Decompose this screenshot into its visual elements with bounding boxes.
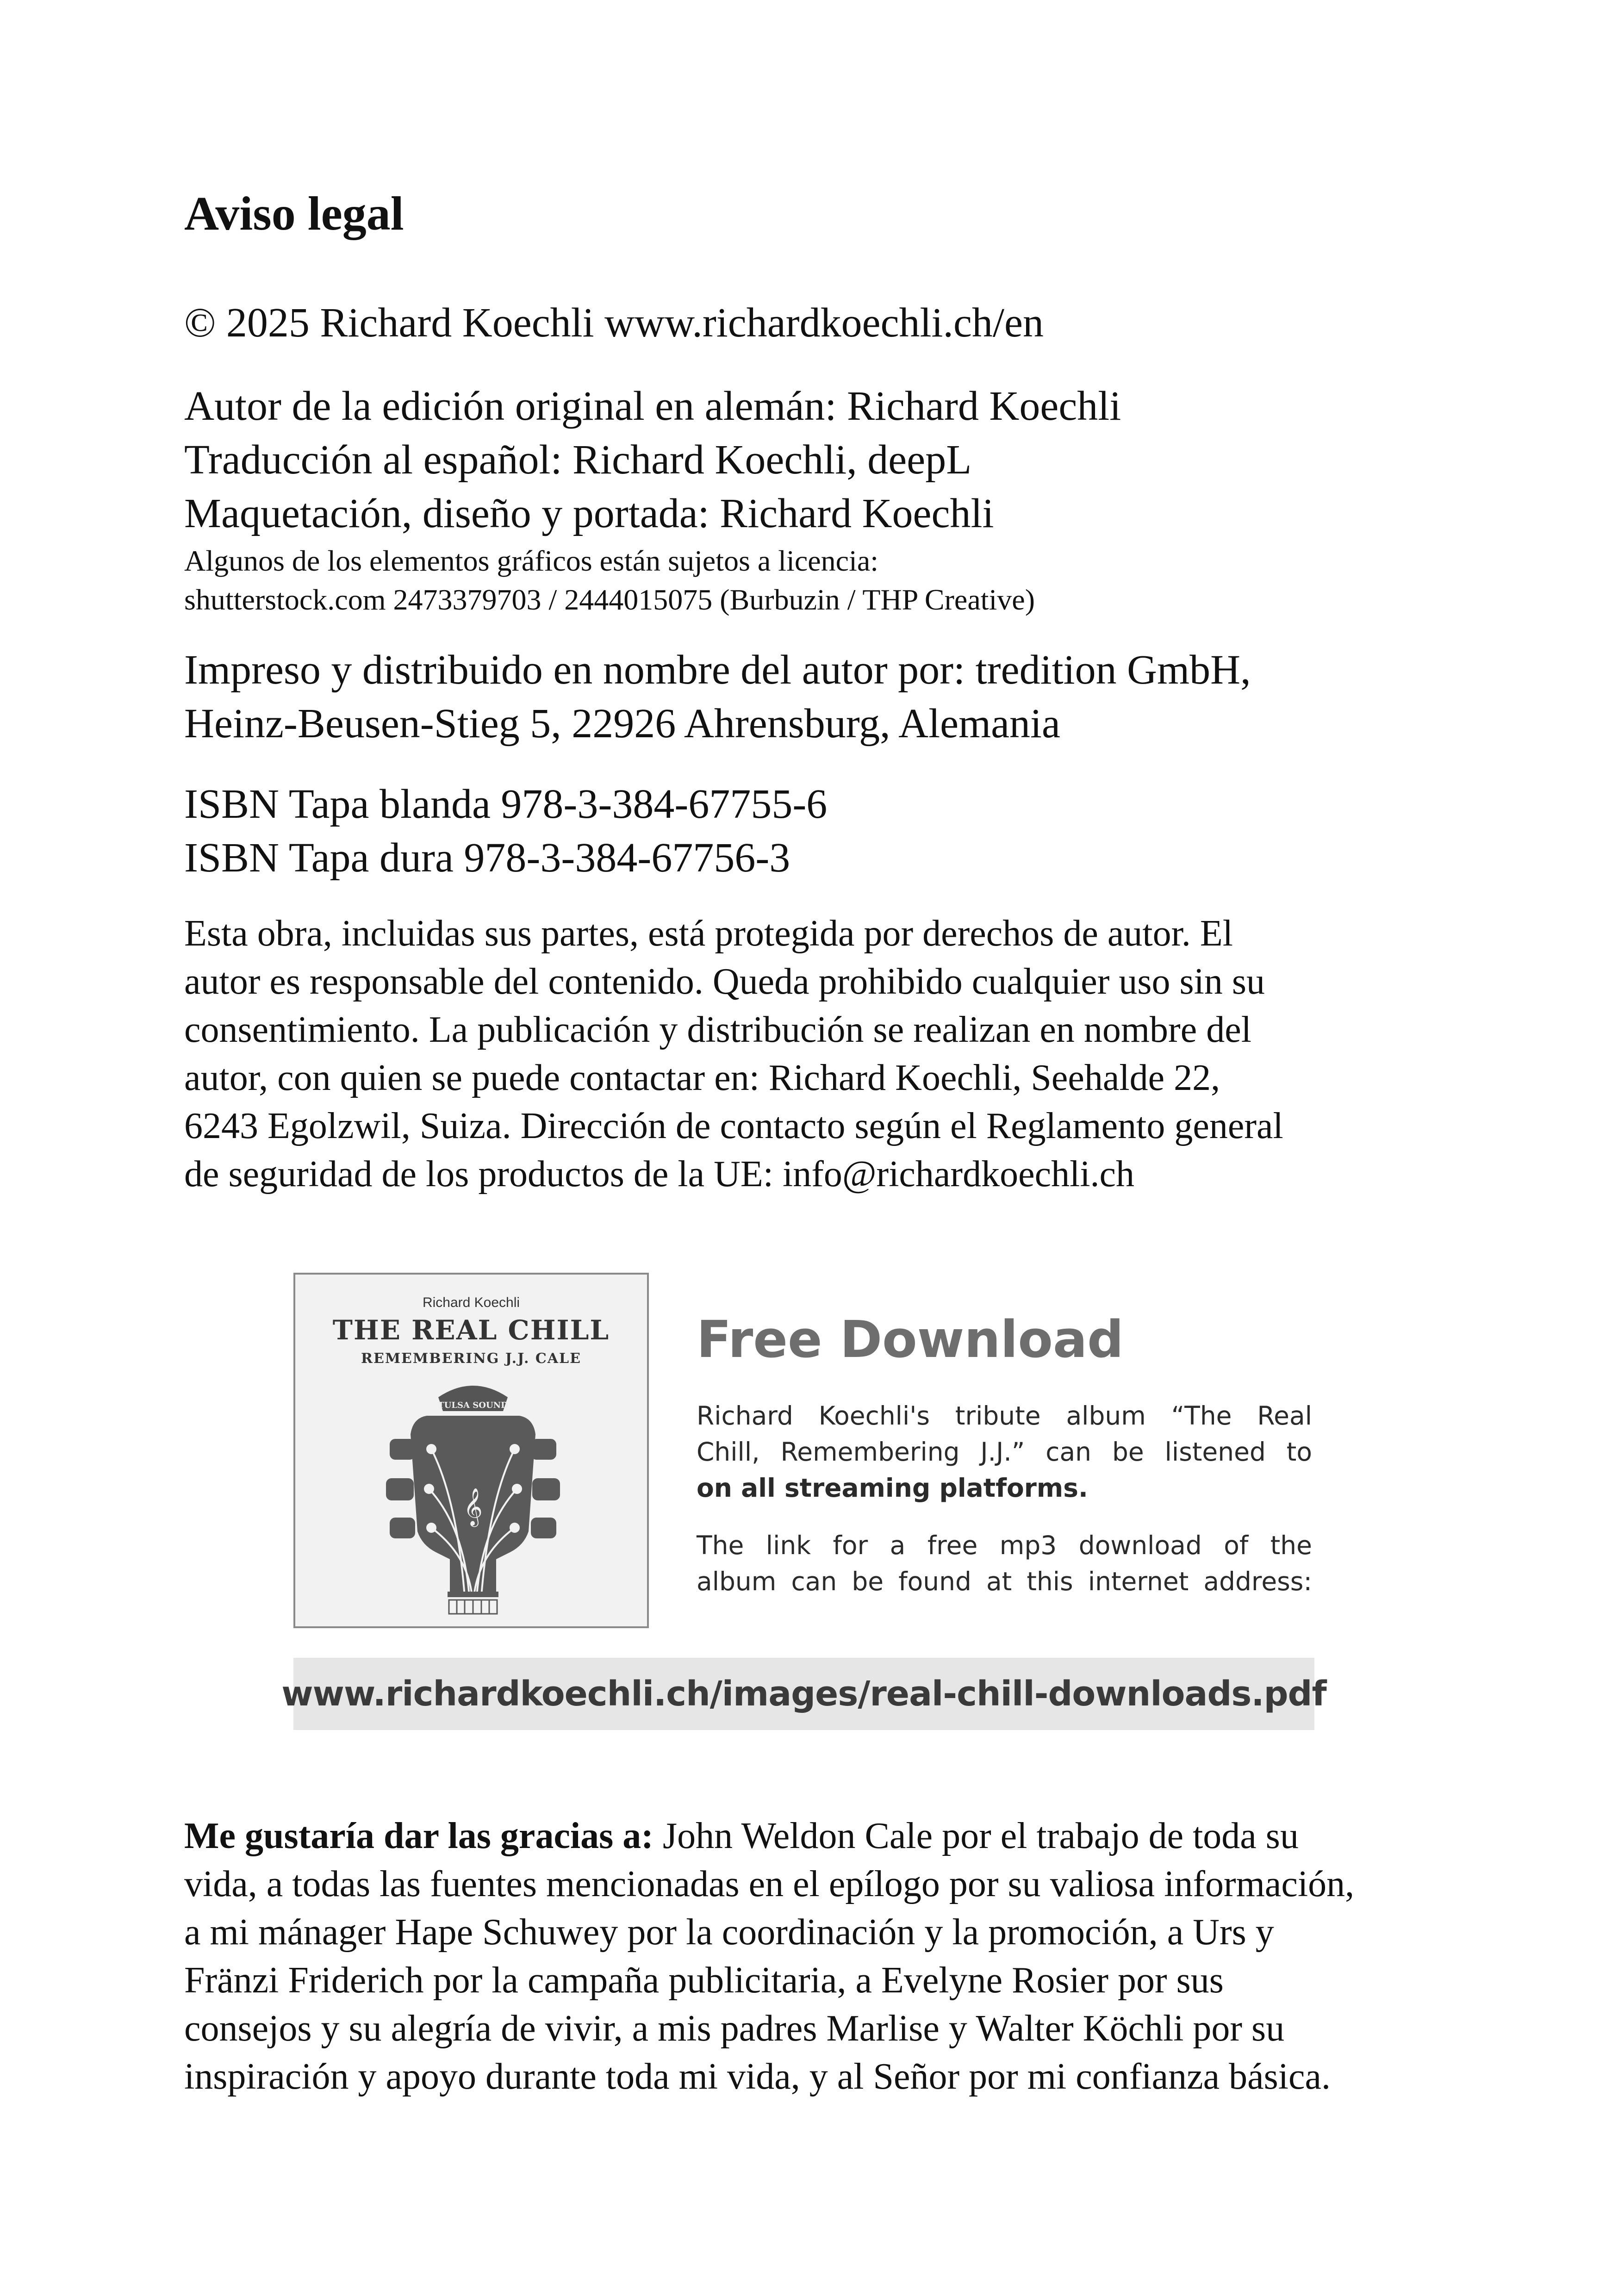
thanks-block: [184, 1812, 1462, 2101]
thanks-line: [184, 1812, 1462, 1860]
guitar-headstock-icon: [357, 1379, 589, 1624]
rights-line: Esta obra, incluidas sus partes, está protegida por derechos de autor. El: [184, 913, 1233, 954]
credit-line: Traducción al español: Richard Koechli, deepL: [184, 437, 972, 483]
license-block: [184, 541, 1035, 619]
thanks-text: John Weldon Cale por el trabajo de toda su: [653, 1816, 1299, 1856]
cover-subtitle: REMEMBERING J.J. CALE: [361, 1350, 581, 1367]
thanks-line: a mi mánager Hape Schuwey por la coordinación y la promoción, a Urs y: [184, 1912, 1274, 1953]
page-title: Aviso legal: [184, 187, 404, 240]
rights-line: autor, con quien se puede contactar en: Richard Koechli, Seehalde 22,: [184, 1058, 1220, 1098]
thanks-line: vida, a todas las fuentes mencionadas en el epílogo por su valiosa información,: [184, 1864, 1355, 1904]
cover-title: THE REAL CHILL: [332, 1314, 610, 1346]
thanks-lead: Me gustaría dar las gracias a:: [184, 1816, 653, 1856]
promo-line: The link for a free mp3 download of the: [697, 1531, 1312, 1560]
promo-line: Chill, Remembering J.J.” can be listened to: [697, 1437, 1312, 1467]
cover-artist: Richard Koechli: [422, 1295, 520, 1310]
promo-paragraph: [697, 1527, 1312, 1599]
download-url-bar: [281, 1658, 1326, 1730]
rights-line: 6243 Egolzwil, Suiza. Dirección de contacto según el Reglamento general: [184, 1106, 1283, 1146]
credit-line: Maquetación, diseño y portada: Richard Koechli: [184, 491, 994, 536]
rights-line: consentimiento. La publicación y distribución se realizan en nombre del: [184, 1009, 1251, 1050]
promo-heading: Free Download: [697, 1310, 1124, 1369]
thanks-line: inspiración y apoyo durante toda mi vida, y al Señor por mi confianza básica.: [184, 2056, 1331, 2097]
promo-line: album can be found at this internet address:: [697, 1567, 1312, 1596]
credit-line: Autor de la edición original en alemán: Richard Koechli: [184, 383, 1121, 429]
cover-badge: TULSA SOUND: [438, 1400, 508, 1410]
isbn-line: ISBN Tapa dura 978-3-384-67756-3: [184, 835, 790, 881]
printer-line: Heinz-Beusen-Stieg 5, 22926 Ahrensburg, Alemania: [184, 701, 1060, 747]
isbn-block: [184, 778, 827, 885]
credits-block: [184, 380, 1121, 541]
thanks-line: consejos y su alegría de vivir, a mis padres Marlise y Walter Köchli por su: [184, 2008, 1285, 2049]
printer-block: [184, 643, 1251, 751]
promo-line-bold: on all streaming platforms.: [697, 1473, 1088, 1503]
license-line: Algunos de los elementos gráficos están sujetos a licencia:: [184, 544, 879, 577]
rights-line: autor es responsable del contenido. Queda prohibido cualquier uso sin su: [184, 961, 1265, 1002]
album-cover: [293, 1273, 649, 1628]
license-line: shutterstock.com 2473379703 / 2444015075 (Burbuzin / THP Creative): [184, 583, 1035, 616]
rights-line: de seguridad de los productos de la UE: info@richardkoechli.ch: [184, 1154, 1135, 1195]
rights-block: [184, 909, 1434, 1198]
download-url: www.richardkoechli.ch/images/real-chill-downloads.pdf: [281, 1674, 1326, 1714]
printer-line: Impreso y distribuido en nombre del autor por: tredition GmbH,: [184, 647, 1251, 693]
copyright-line: © 2025 Richard Koechli www.richardkoechli.ch/en: [184, 300, 1044, 346]
thanks-line: Fränzi Friderich por la campaña publicitaria, a Evelyne Rosier por sus: [184, 1960, 1224, 2001]
isbn-line: ISBN Tapa blanda 978-3-384-67755-6: [184, 781, 828, 827]
svg-text:𝄞: 𝄞: [463, 1487, 483, 1525]
promo-paragraph: [697, 1398, 1312, 1506]
promo-line: Richard Koechli's tribute album “The Real: [697, 1401, 1312, 1431]
